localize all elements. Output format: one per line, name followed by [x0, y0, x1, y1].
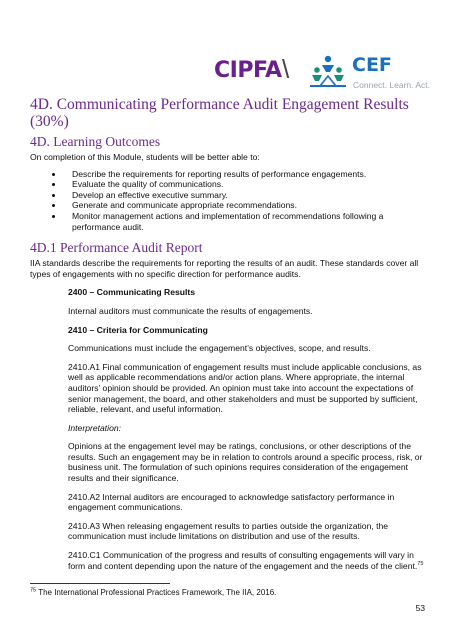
logo-divider: \: [282, 54, 290, 84]
learning-outcomes-heading: 4D. Learning Outcomes: [30, 134, 161, 149]
standard-2400-title: 2400 – Communicating Results: [68, 287, 196, 298]
standard-2400-text: Internal auditors must communicate the results of engagements.: [68, 305, 313, 316]
learning-outcomes-list: [30, 169, 426, 233]
list-item: • Generate and communicate appropriate recommendations.: [64, 200, 426, 211]
list-item: • Monitor management actions and implementation of recommendations following a performance audit.: [64, 211, 426, 232]
report-intro: IIA standards describe the requirements for reporting the results of an audit. These standards cover all types of engagements with no specific direction for performance audits.: [30, 258, 419, 279]
list-item: • Describe the requirements for reporting results of performance engagements.: [64, 169, 426, 180]
standard-2410a1: 2410.A1 Final communication of engagement results must include applicable conclusions, as well as applicable recommendations and/or action plans. Where appropriate, the internal auditors’ opinion should be provided. An opinion must take into account the expectations of senior management, the board, and other stakeholders and must be supported by sufficient, reliable, relevant, and useful information.: [68, 361, 422, 415]
standard-2410c1-text: 2410.C1 Communication of the progress and results of consulting engagements will vary in form and content depending upon the nature of the engagement and the needs of the client.: [68, 550, 418, 571]
page-number: 53: [415, 603, 425, 613]
footnote-text: The International Professional Practices Framework, The IIA, 2016.: [36, 588, 277, 597]
footnote-number: 75: [30, 587, 37, 594]
section-title: 4D. Communicating Performance Audit Engagement Results (30%): [30, 96, 409, 130]
standard-2410c1: [68, 550, 426, 571]
page-content: [30, 96, 426, 579]
cef-logo: CEF: [352, 54, 392, 76]
standard-2410a2: 2410.A2 Internal auditors are encouraged to acknowledge satisfactory performance in engagement communications.: [68, 491, 395, 513]
header-logos: [214, 52, 434, 96]
standards-quote: [30, 287, 426, 571]
list-item: • Evaluate the quality of communications.: [64, 179, 426, 190]
interpretation-text: Opinions at the engagement level may be ratings, conclusions, or other descriptions of the results. Such an engagement may be in relation to controls around a specific process, risk, or business unit. The formulation of such opinions requires consideration of the engagement results and their significance.: [68, 441, 423, 484]
interpretation-label: Interpretation:: [68, 422, 122, 433]
standard-2410-title: 2410 – Criteria for Communicating: [68, 324, 208, 335]
cipfa-logo: CIPFA: [214, 58, 282, 83]
footnote-divider: [30, 583, 170, 584]
learning-outcomes-intro: On completion of this Module, students will be better able to:: [30, 152, 260, 162]
cef-tagline: Connect. Learn. Act.: [353, 80, 431, 90]
standard-2410a3: 2410.A3 When releasing engagement results to parties outside the organization, the communication must include limitations on distribution and use of the results.: [68, 520, 389, 542]
footnote-ref: 75: [417, 560, 424, 567]
standard-2410-text: Communications must include the engagement’s objectives, scope, and results.: [68, 343, 371, 354]
list-item: • Develop an effective executive summary.: [64, 190, 426, 201]
report-heading: 4D.1 Performance Audit Report: [30, 240, 203, 256]
footnote: [30, 588, 276, 598]
cef-people-icon: [308, 54, 348, 88]
